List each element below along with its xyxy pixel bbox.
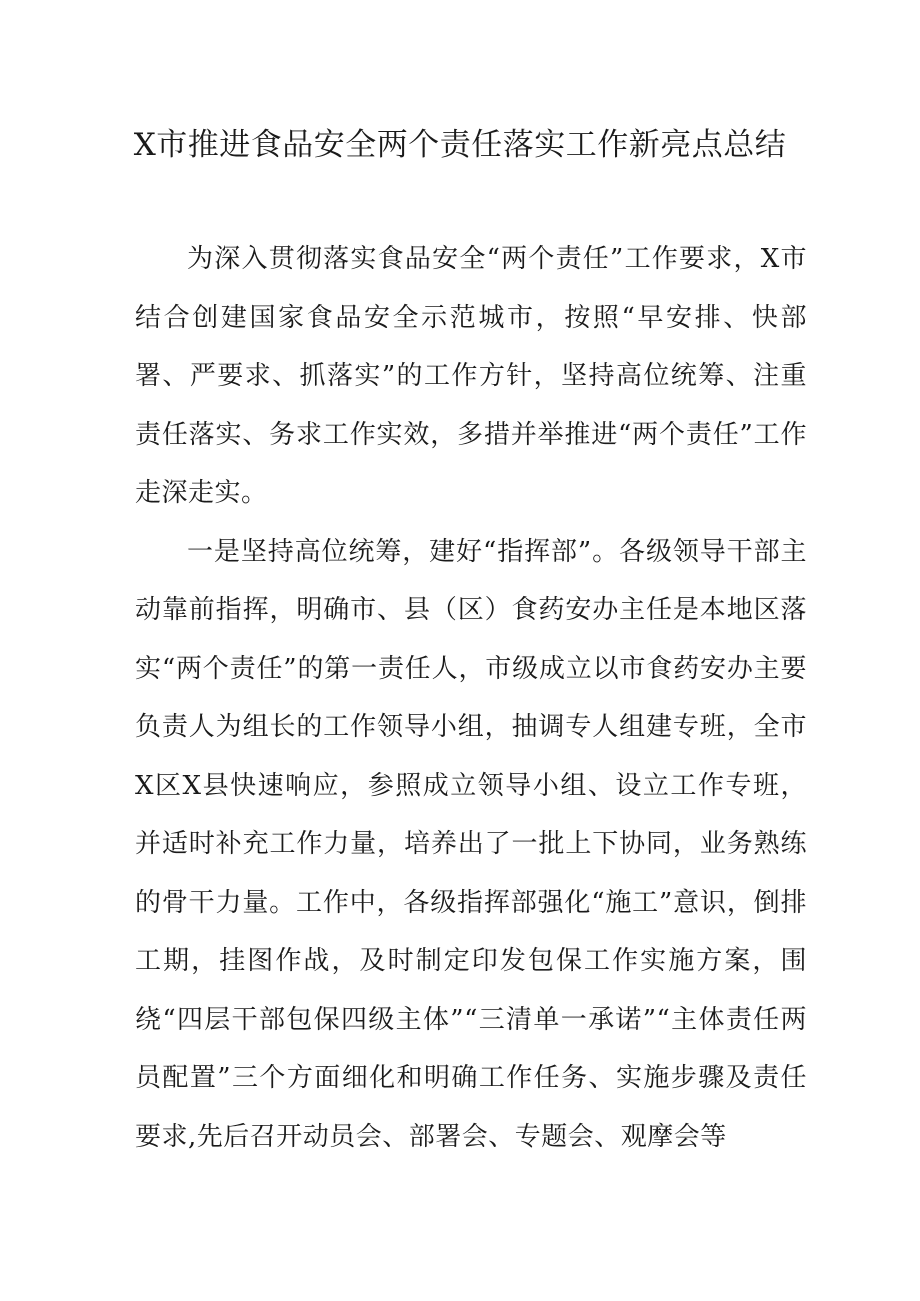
document-title: X市推进食品安全两个责任落实工作新亮点总结: [133, 127, 787, 163]
body-paragraph-intro: 为深入贯彻落实食品安全“两个责任”工作要求，X市结合创建国家食品安全示范城市，按照“早安排、快部署、严要求、抓落实”的工作方针，坚持高位统筹、注重责任落实、务求工作实效，多措并举推进“两个责任”工作走深走实。: [135, 244, 807, 508]
body-paragraph-section-one: 一是坚持高位统筹，建好“指挥部”。各级领导干部主动靠前指挥，明确市、县（区）食药安办主任是本地区落实“两个责任”的第一责任人，市级成立以市食药安办主要负责人为组长的工作领导小组，抽调专人组建专班，全市X区X县快速响应，参照成立领导小组、设立工作专班，并适时补充工作力量，培养出了一批上下协同，业务熟练的骨干力量。工作中，各级指挥部强化“施工”意识，倒排工期，挂图作战，及时制定印发包保工作实施方案，围绕“四层干部包保四级主体”“三清单一承诺”“主体责任两员配置”三个方面细化和明确工作任务、实施步骤及责任要求,先后召开动员会、部署会、专题会、观摩会等: [135, 536, 807, 1152]
document-body: [135, 230, 807, 1166]
